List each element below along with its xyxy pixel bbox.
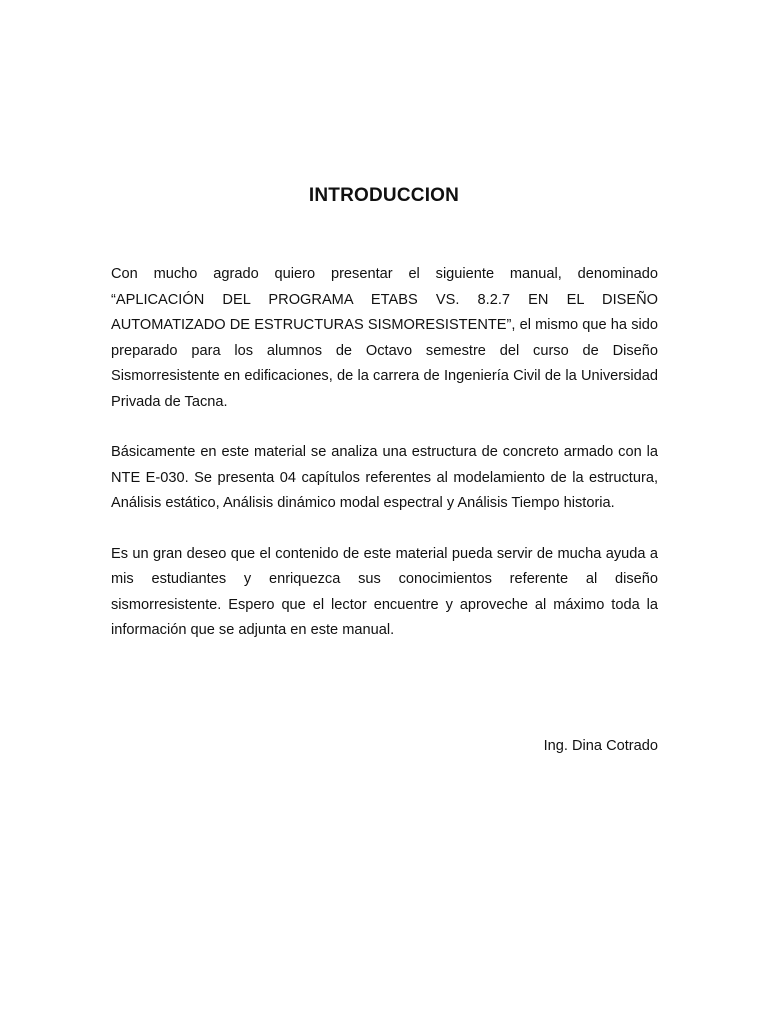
paragraph-wish: Es un gran deseo que el contenido de este material pueda servir de mucha ayuda a mis estudiantes y enriquezca sus conocimientos referente al diseño sismorresistente. Espero que el lector encuentre y aproveche al máximo toda la información que se adjunta en este manual.: [111, 545, 658, 638]
paragraph-intro: Con mucho agrado quiero presentar el siguiente manual, denominado “APLICACIÓN DEL PROGRAMA ETABS VS. 8.2.7 EN EL DISEÑO AUTOMATIZADO DE ESTRUCTURAS SISMORESISTENTE”, el mismo que ha sido preparado para los alumnos de Octavo semestre del curso de Diseño Sismorresistente en edificaciones, de la carrera de Ingeniería Civil de la Universidad Privada de Tacna.: [111, 266, 658, 410]
paragraph-content: Básicamente en este material se analiza una estructura de concreto armado con la NTE E-030. Se presenta 04 capítulos referentes al modelamiento de la estructura, Análisis estático, Análisis dinámico modal espectral y Análisis Tiempo historia.: [111, 444, 658, 511]
page-title: INTRODUCCION: [308, 185, 460, 206]
document-body: [111, 262, 658, 669]
author-signature: Ing. Dina Cotrado: [543, 738, 658, 754]
